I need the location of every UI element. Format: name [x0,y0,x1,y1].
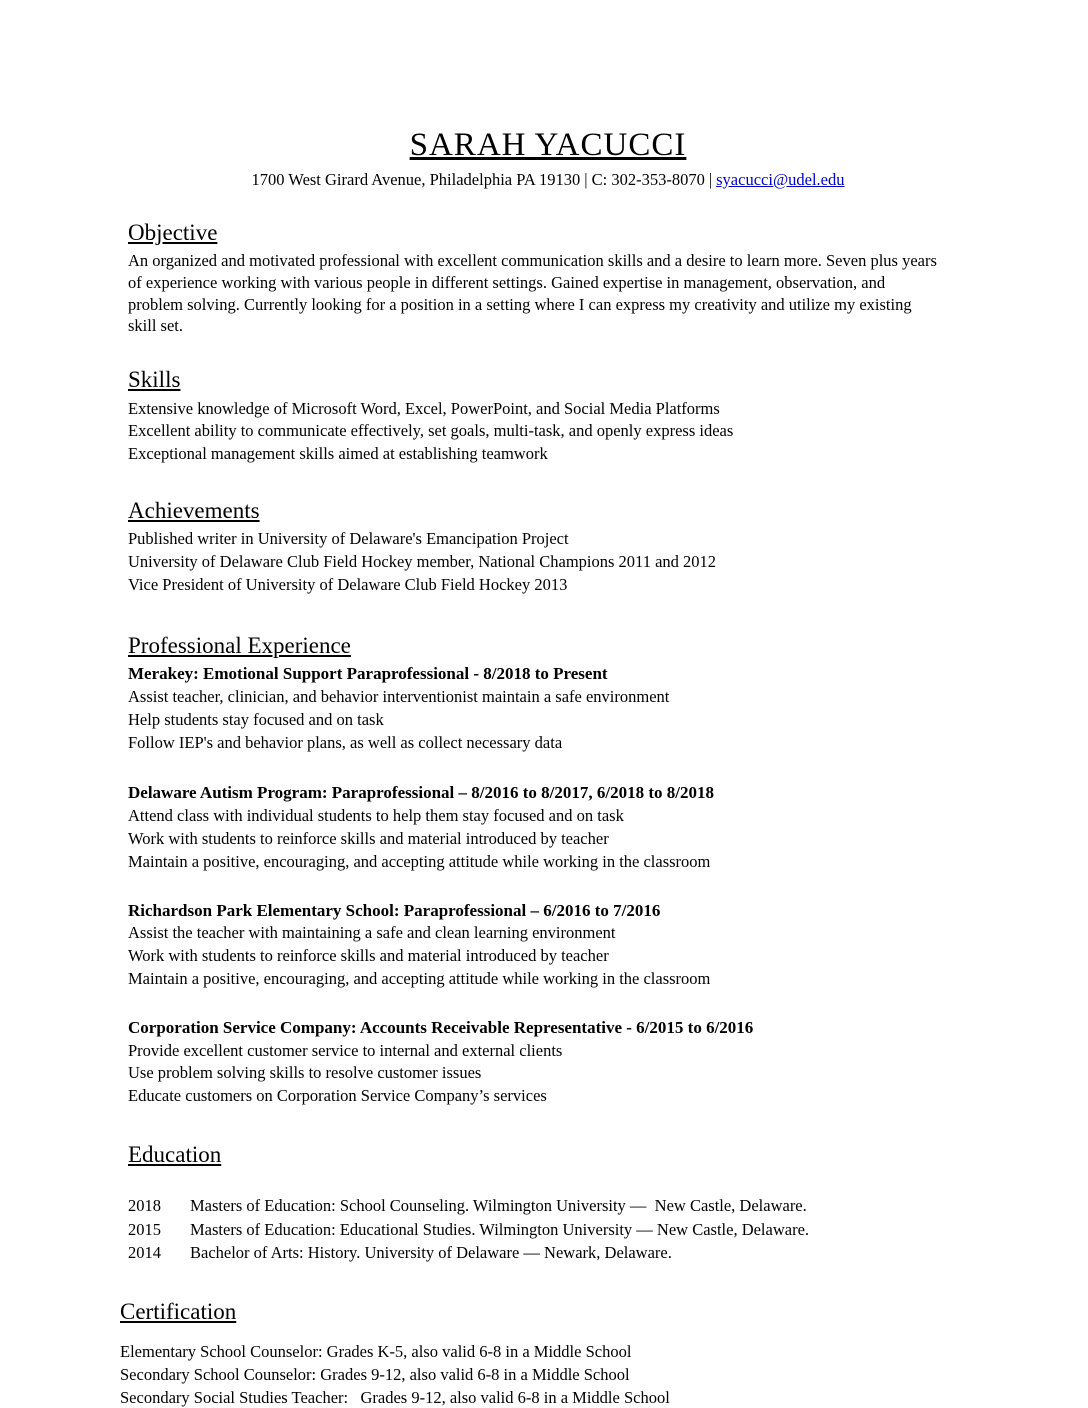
job-bullet: Work with students to reinforce skills and material introduced by teacher [128,828,609,848]
section-objective [128,220,968,338]
education-text: Masters of Education: School Counseling. Wilmington University — New Castle, Delaware. [190,1196,807,1216]
job-merakey [128,663,968,754]
objective-body: An organized and motivated professional with excellent communication skills and a desire to learn more. Seven plus years of experience working with various people in different settings. Gained expertise in management, observation, and problem solving. Currently looking for a position in a setting where I can express my creativity and utilize my existing skill set. [128,251,942,336]
education-year: 2018 [128,1196,161,1216]
education-rows [128,1194,968,1264]
experience-heading: Professional Experience [128,632,351,658]
job-bullet: Follow IEP's and behavior plans, as well as collect necessary data [128,732,563,752]
education-year: 2015 [128,1219,161,1239]
job-bullet: Help students stay focused and on task [128,709,384,729]
certification-heading: Certification [120,1298,237,1324]
education-text: Masters of Education: Educational Studies. Wilmington University — New Castle, Delaware. [190,1219,810,1239]
job-bullet: Provide excellent customer service to internal and external clients [128,1040,563,1060]
job-delaware-autism [128,782,968,873]
contact-separator: | [708,169,713,189]
section-skills [128,367,968,466]
education-text: Bachelor of Arts: History. University of Delaware — Newark, Delaware. [190,1243,672,1263]
skill-line: Exceptional management skills aimed at establishing teamwork [128,444,548,464]
section-certification [120,1299,968,1408]
education-row [128,1218,968,1241]
job-bullet: Maintain a positive, encouraging, and accepting attitude while working in the classroom [128,968,711,988]
achievement-line: Published writer in University of Delaware's Emancipation Project [128,529,569,549]
achievements-heading: Achievements [128,497,260,523]
certification-line: Secondary Social Studies Teacher: Grades 9-12, also valid 6-8 in a Middle School [120,1387,670,1407]
contact-separator: | [584,169,588,189]
section-experience [128,633,968,1108]
job-bullet: Attend class with individual students to help them stay focused and on task [128,806,624,826]
job-bullet: Assist the teacher with maintaining a safe and clean learning environment [128,923,616,943]
job-corporation-service [128,1017,968,1108]
contact-line [128,170,968,210]
email-text[interactable]: syacucci@udel.edu [716,169,845,189]
resume-name: SARAH YACUCCI [409,127,687,163]
contact-phone: C: 302-353-8070 [591,169,705,189]
section-achievements [128,498,968,597]
education-heading: Education [128,1141,222,1167]
contact-address: 1700 West Girard Avenue, Philadelphia PA 19130 [251,169,581,189]
job-title: Merakey: Emotional Support Paraprofessional - 8/2018 to Present [128,664,608,684]
job-bullet: Educate customers on Corporation Service Company’s services [128,1086,547,1106]
job-bullet: Work with students to reinforce skills and material introduced by teacher [128,946,609,966]
email-link[interactable] [716,170,844,189]
achievement-line: Vice President of University of Delaware Club Field Hockey 2013 [128,574,568,594]
skill-line: Extensive knowledge of Microsoft Word, Excel, PowerPoint, and Social Media Platforms [128,398,720,418]
education-row [128,1194,968,1217]
job-bullet: Use problem solving skills to resolve customer issues [128,1063,482,1083]
job-bullet: Assist teacher, clinician, and behavior interventionist maintain a safe environment [128,686,670,706]
certification-line: Secondary School Counselor: Grades 9-12, also valid 6-8 in a Middle School [120,1364,630,1384]
skill-line: Excellent ability to communicate effectively, set goals, multi-task, and openly express ideas [128,421,734,441]
skills-heading: Skills [128,367,181,393]
section-education [128,1142,968,1265]
certification-line: Elementary School Counselor: Grades K-5, also valid 6-8 in a Middle School [120,1342,632,1362]
job-title: Richardson Park Elementary School: Paraprofessional – 6/2016 to 7/2016 [128,900,661,920]
job-bullet: Maintain a positive, encouraging, and accepting attitude while working in the classroom [128,851,711,871]
job-title: Delaware Autism Program: Paraprofessional – 8/2016 to 8/2017, 6/2018 to 8/2018 [128,783,714,803]
achievement-line: University of Delaware Club Field Hockey member, National Champions 2011 and 2012 [128,552,717,572]
objective-heading: Objective [128,219,218,245]
job-richardson-park [128,900,968,991]
job-title: Corporation Service Company: Accounts Receivable Representative - 6/2015 to 6/2016 [128,1017,754,1037]
certification-lines [120,1341,968,1408]
education-row [128,1241,968,1264]
education-year: 2014 [128,1243,161,1263]
